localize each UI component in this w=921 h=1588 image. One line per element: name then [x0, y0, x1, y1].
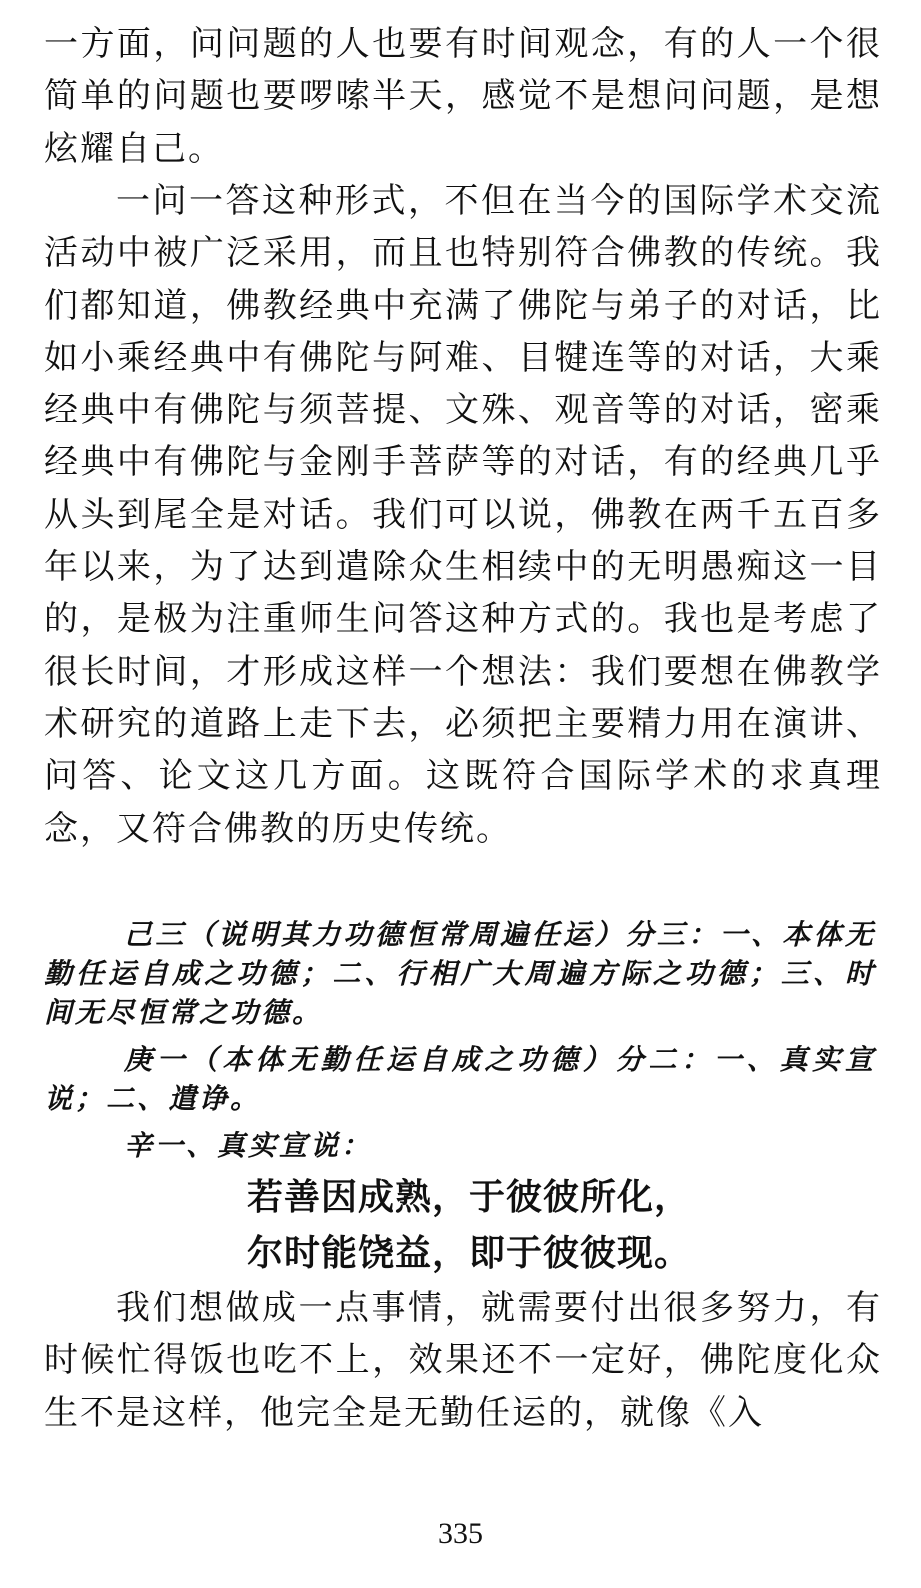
section-heading-xin-yi: 辛一、真实宣说：	[124, 1129, 373, 1162]
page-number: 335	[438, 1517, 483, 1550]
verse-line-1: 若善因成熟，于彼彼所化，	[247, 1177, 692, 1218]
verse-line-2: 尔时能饶益，即于彼彼现。	[247, 1233, 692, 1274]
paragraph-time-awareness: 一方面，问问题的人也要有时间观念，有的人一个很简单的问题也要啰嗦半天，感觉不是想问问题，是想炫耀自己。	[44, 24, 882, 169]
section-heading-ji-san: 己三（说明其力功德恒常周遍任运）分三：一、本体无勤任运自成之功德；二、行相广大周遍方际之功德；三、时间无尽恒常之功德。	[44, 918, 876, 1029]
section-heading-geng-yi: 庚一（本体无勤任运自成之功德）分二：一、真实宣说；二、遣诤。	[44, 1043, 876, 1115]
paragraph-effortless-activity: 我们想做成一点事情，就需要付出很多努力，有时候忙得饭也吃不上，效果还不一定好，佛陀度化众生不是这样，他完全是无勤任运的，就像《入	[44, 1288, 882, 1433]
paragraph-qa-tradition: 一问一答这种形式，不但在当今的国际学术交流活动中被广泛采用，而且也特别符合佛教的传统。我们都知道，佛教经典中充满了佛陀与弟子的对话，比如小乘经典中有佛陀与阿难、目犍连等的对话，大乘经典中有佛陀与须菩提、文殊、观音等的对话，密乘经典中有佛陀与金刚手菩萨等的对话，有的经典几乎从头到尾全是对话。我们可以说，佛教在两千五百多年以来，为了达到遣除众生相续中的无明愚痴这一目的，是极为注重师生问答这种方式的。我也是考虑了很长时间，才形成这样一个想法：我们要想在佛教学术研究的道路上走下去，必须把主要精力用在演讲、问答、论文这几方面。这既符合国际学术的求真理念，又符合佛教的历史传统。	[44, 181, 882, 849]
